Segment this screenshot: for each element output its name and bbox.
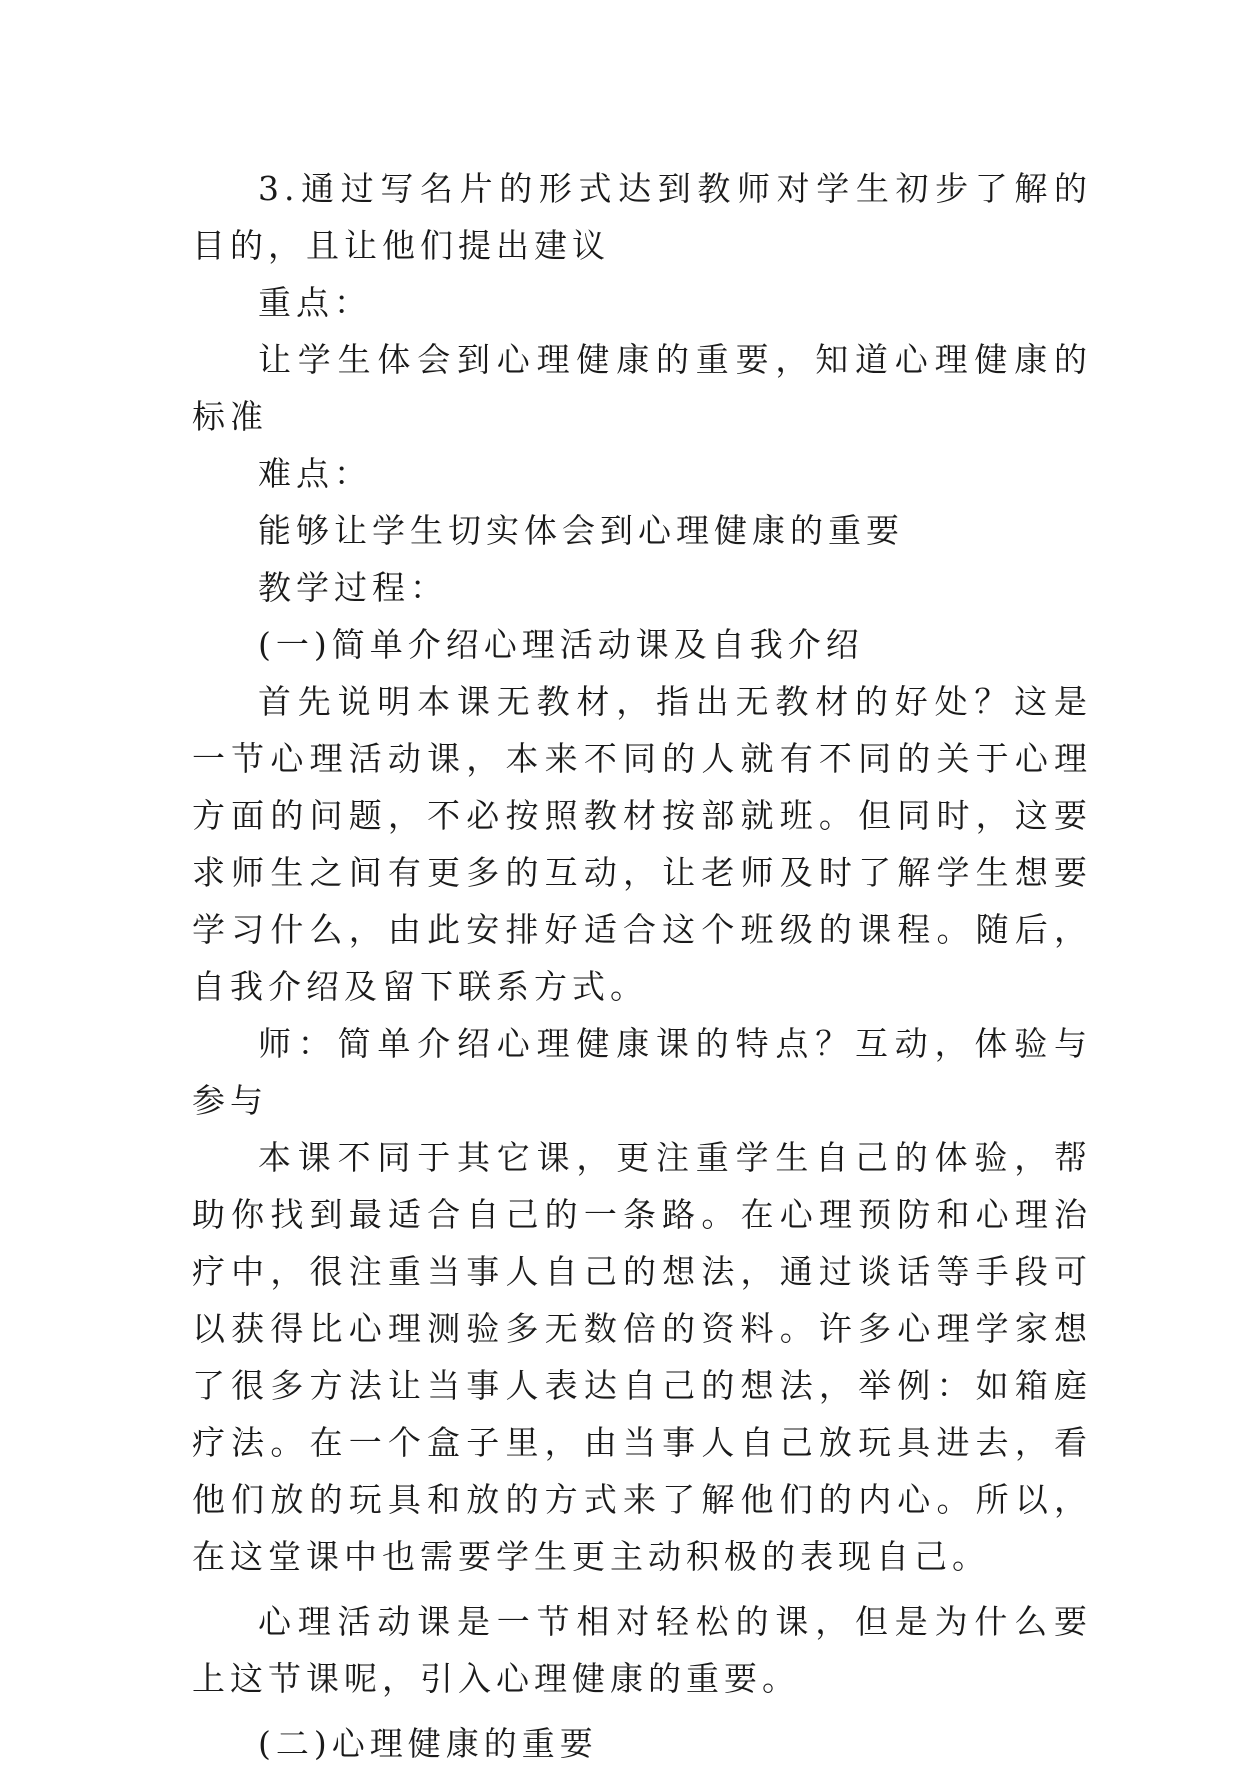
heading-difficulty: 难点： <box>258 454 372 493</box>
paragraph-difficulty: 能够让学生切实体会到心理健康的重要 <box>258 511 904 550</box>
document-body <box>192 160 1092 1772</box>
paragraph-intro: 首先说明本课无教材，指出无教材的好处？这是一节心理活动课，本来不同的人就有不同的关于心理方面的问题，不必按照教材按部就班。但同时，这要求师生之间有更多的互动，让老师及时了解学生想要学习什么，由此安排好适合这个班级的课程。随后，自我介绍及留下联系方式。 <box>192 682 1092 1006</box>
heading-key-point: 重点： <box>258 283 372 322</box>
paragraph-course-features: 本课不同于其它课，更注重学生自己的体验，帮助你找到最适合自己的一条路。在心理预防和心理治疗中，很注重当事人自己的想法，通过谈话等手段可以获得比心理测验多无数倍的资料。许多心理学家想了很多方法让当事人表达自己的想法，举例：如箱庭疗法。在一个盒子里，由当事人自己放玩具进去，看他们放的玩具和放的方式来了解他们的内心。所以，在这堂课中也需要学生更主动积极的表现自己。 <box>192 1138 1092 1576</box>
paragraph-key-point: 让学生体会到心理健康的重要，知道心理健康的标准 <box>192 340 1092 436</box>
section-heading-1: (一)简单介绍心理活动课及自我介绍 <box>258 625 864 664</box>
paragraph-objective-3: 3.通过写名片的形式达到教师对学生初步了解的目的，且让他们提出建议 <box>192 169 1092 265</box>
paragraph-transition: 心理活动课是一节相对轻松的课，但是为什么要上这节课呢，引入心理健康的重要。 <box>192 1602 1092 1698</box>
heading-teaching-process: 教学过程： <box>258 568 448 607</box>
section-heading-2: (二)心理健康的重要 <box>258 1724 598 1763</box>
paragraph-teacher: 师：简单介绍心理健康课的特点？互动，体验与参与 <box>192 1024 1092 1120</box>
